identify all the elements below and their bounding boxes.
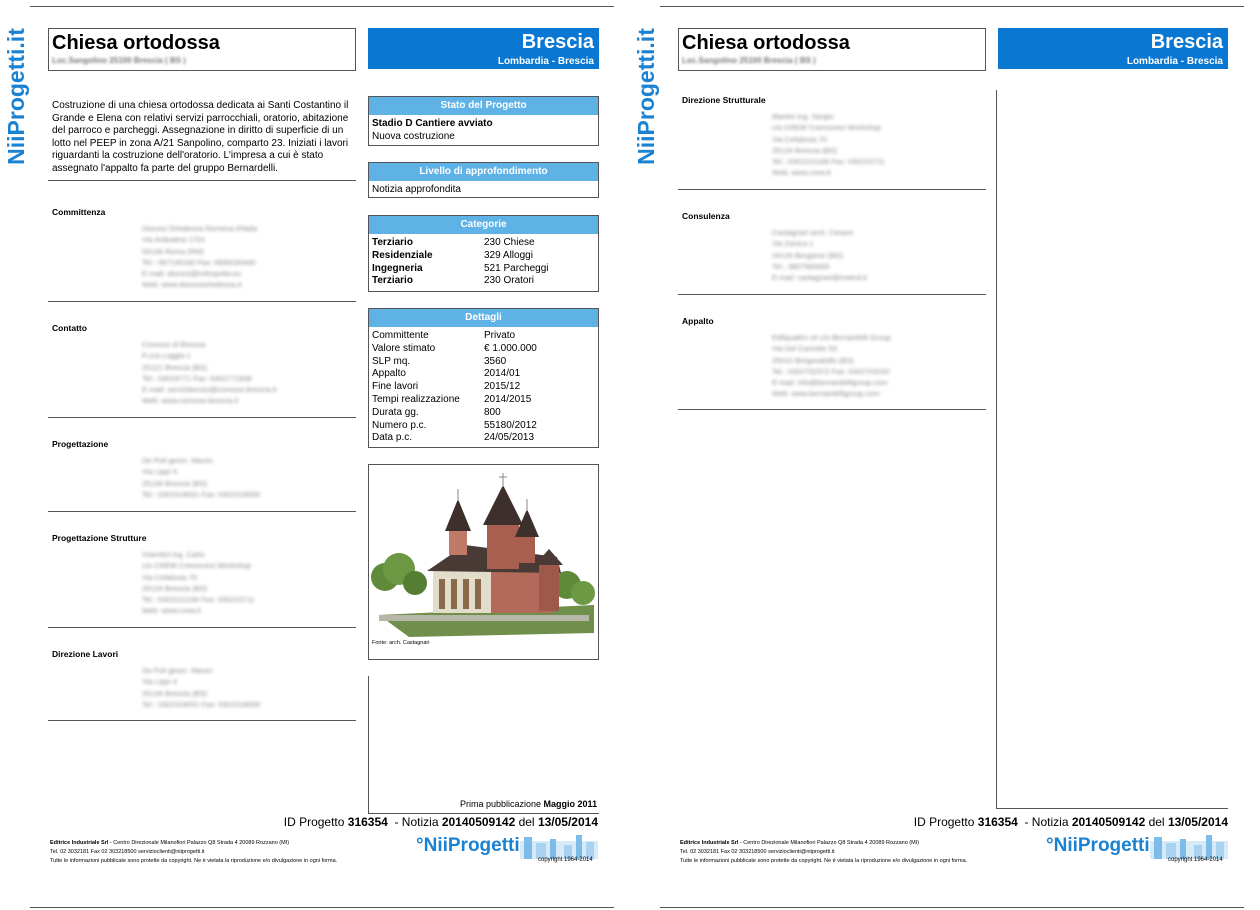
categoria-row: Residenziale 329 Alloggi: [372, 249, 533, 261]
project-title: Chiesa ortodossa: [52, 32, 220, 54]
section-heading: Appalto: [682, 316, 714, 326]
stato-value: Stadio D Cantiere avviato: [372, 118, 493, 129]
divider: [368, 813, 599, 814]
top-rule: [660, 6, 1244, 7]
section-body: De Poli geom. Mauro Via Lippi 4 25134 Brescia (BS) Tel.: 0302318051 Fax: 0302318009: [142, 666, 261, 709]
section-heading: Committenza: [52, 207, 106, 217]
divider: [996, 808, 1228, 809]
image-caption: Fonte: arch. Castagnari: [372, 640, 430, 646]
section-body: Comune di Brescia P.zza Loggia 1 25121 Brescia (BS) Tel.: 03029771 Fax: 0302771848 E-mail: servizitecnici@comune.brescia.it Web: www.comune.brescia.it: [142, 340, 277, 406]
bottom-rule: [30, 907, 614, 908]
section-heading: Progettazione: [52, 439, 109, 449]
footer-info: Editrice Industriale Srl - Centro Direzionale Milanofiori Palazzo Q8 Strada 4 20089 Rozzano (MI) Tel. 02 3032181 Fax 02 303218500 servizioclienti@niiprogetti.it Tutte le informazioni pubblicate sono protette da copyright. Ne è vietata la riproduzione e/o divulgazione in ogni forma.: [680, 840, 968, 864]
section-committenza: [48, 180, 356, 301]
stato-panel: [368, 96, 599, 146]
categoria-row: Terziario 230 Chiese: [372, 237, 535, 248]
livello-value: Notizia approfondita: [372, 184, 461, 195]
divider: [996, 90, 997, 808]
panel-header: Livello di approfondimento: [369, 163, 598, 181]
panel-header: Stato del Progetto: [369, 97, 598, 115]
project-image: [368, 464, 599, 660]
project-id-line: ID Progetto 316354 - Notizia 20140509142 del 13/05/2014: [283, 815, 598, 829]
section-body: Edilquattro srl c/o Bernardelli Group Via Del Carmelo 53 25010 Borgosatollo (BS) Tel.: 0302702372 Fax: 0302703192 E-mail: info@bernardelligroup.com Web: www.bernardelligroup.com: [772, 333, 891, 399]
dettaglio-row: Durata gg. 800: [372, 406, 501, 418]
section-body: Castagnari arch. Cesare Via Zanica 1 24126 Bergamo (BG) Tel.: 3807583465 E-mail: castagnari@inwind.it: [772, 228, 867, 283]
city-banner: [998, 28, 1228, 69]
city-name: Brescia: [1150, 31, 1223, 53]
region-name: Lombardia - Brescia: [497, 56, 594, 67]
project-location: Loc.Sangolino 25100 Brescia ( BS ): [52, 56, 186, 65]
section-heading: Contatto: [52, 323, 87, 333]
skyline-icon: [1150, 833, 1228, 859]
copyright: copyright 1964-2014: [538, 857, 593, 863]
section-consulenza: [678, 189, 986, 294]
project-id-line: ID Progetto 316354 - Notizia 20140509142 del 13/05/2014: [913, 815, 1228, 829]
city-name: Brescia: [521, 31, 594, 53]
copyright: copyright 1964-2014: [1168, 857, 1223, 863]
project-description: Costruzione di una chiesa ortodossa dedicata ai Santi Costantino il Grande e Elena con relativi servizi parrocchiali, oratorio, abitazione del parroco e parcheggi. Assegnazione in diritto di superficie di un lotto nel PEEP in zona A/21 Sanpolino, comparto 23. Iniziati i lavori riguardanti la costruzione dell'oratorio. L'impresa a cui è stato assegnato l'appalto fa parte del gruppo Bernardelli.: [52, 100, 349, 174]
project-location: Loc.Sangolino 25100 Brescia ( BS ): [682, 56, 816, 65]
section-body: Diocesi Ortodossa Romena d'Italia Via Ardeatina 1701 00134 Roma (RM) Tel.: 067130160 Fax: 0669330440 E-mail: diocesi@mitropolia.eu Web: www.diocesiortodossa.it: [142, 224, 258, 290]
dettaglio-row: Data p.c. 24/05/2013: [372, 432, 535, 444]
section-heading: Direzione Lavori: [52, 649, 119, 659]
bottom-rule: [660, 907, 1244, 908]
section-contatto: [48, 301, 356, 417]
title-box: [678, 28, 986, 71]
categoria-row: Terziario 230 Oratori: [372, 275, 535, 287]
region-name: Lombardia - Brescia: [1126, 56, 1223, 67]
section-appalto: [678, 294, 986, 410]
section-progettazione-strutture: [48, 511, 356, 627]
section-heading: Direzione Strutturale: [682, 95, 766, 105]
categoria-row: Ingegneria 521 Parcheggi: [372, 262, 549, 274]
dettaglio-row: Valore stimato € 1.000.000: [372, 342, 537, 354]
categorie-panel: [368, 215, 599, 292]
vertical-logo: NiiProgetti.it: [632, 27, 659, 165]
divider: [368, 676, 369, 813]
dettaglio-row: Fine lavori 2015/12: [372, 381, 521, 393]
panel-header: Categorie: [369, 216, 598, 234]
brand-logo: °NiiProgetti: [416, 833, 598, 859]
section-direzione-lavori: [48, 627, 356, 721]
dettaglio-row: Appalto 2014/01: [372, 368, 521, 380]
panel-header: Dettagli: [369, 309, 598, 327]
section-body: Martire ing. Sergio c/o CREW Cremonesi Workshop Via Cefalonia 70 25124 Brescia (BS) Tel.: 0302221166 Fax: 030220711 Web: www.crew.it: [772, 112, 885, 178]
section-progettazione: [48, 417, 356, 511]
section-body: De Poli geom. Mauro Via Lippi 4 25134 Brescia (BS) Tel.: 0302318051 Fax: 0302318009: [142, 456, 261, 499]
church-rendering: [369, 465, 598, 637]
dettaglio-row: Committente Privato: [372, 330, 516, 341]
footer-info: Editrice Industriale Srl - Centro Direzionale Milanofiori Palazzo Q8 Strada 4 20089 Rozzano (MI) Tel. 02 3032181 Fax 02 303218500 servizioclienti@niiprogetti.it Tutte le informazioni pubblicate sono protette da copyright. Ne è vietata la riproduzione e/o divulgazione in ogni forma.: [50, 840, 338, 864]
brand-logo: °NiiProgetti: [1046, 833, 1228, 859]
project-title: Chiesa ortodossa: [682, 32, 850, 54]
city-banner: [368, 28, 599, 69]
report-page-2: [630, 0, 1260, 910]
dettagli-panel: [368, 308, 599, 448]
section-direzione-strutturale: [678, 80, 986, 189]
section-heading: Progettazione Strutture: [52, 533, 147, 543]
dettaglio-row: Tempi realizzazione 2014/2015: [372, 393, 532, 405]
livello-panel: [368, 162, 599, 198]
title-box: [48, 28, 356, 71]
skyline-icon: [520, 833, 598, 859]
dettaglio-row: SLP mq. 3560: [372, 355, 507, 367]
top-rule: [30, 6, 614, 7]
section-heading: Consulenza: [682, 211, 730, 221]
section-body: Visentini ing. Carlo c/o CREW Cremonesi Workshop Via Cefalonia 70 25124 Brescia (BS) Tel.: 0302221166 Fax: 030220711 Web: www.crew.it: [142, 550, 255, 616]
first-publication: Prima pubblicazione Maggio 2011: [460, 799, 598, 809]
dettaglio-row: Numero p.c. 55180/2012: [372, 419, 537, 431]
stato-note: Nuova costruzione: [372, 130, 455, 142]
vertical-logo: NiiProgetti.it: [2, 27, 29, 165]
